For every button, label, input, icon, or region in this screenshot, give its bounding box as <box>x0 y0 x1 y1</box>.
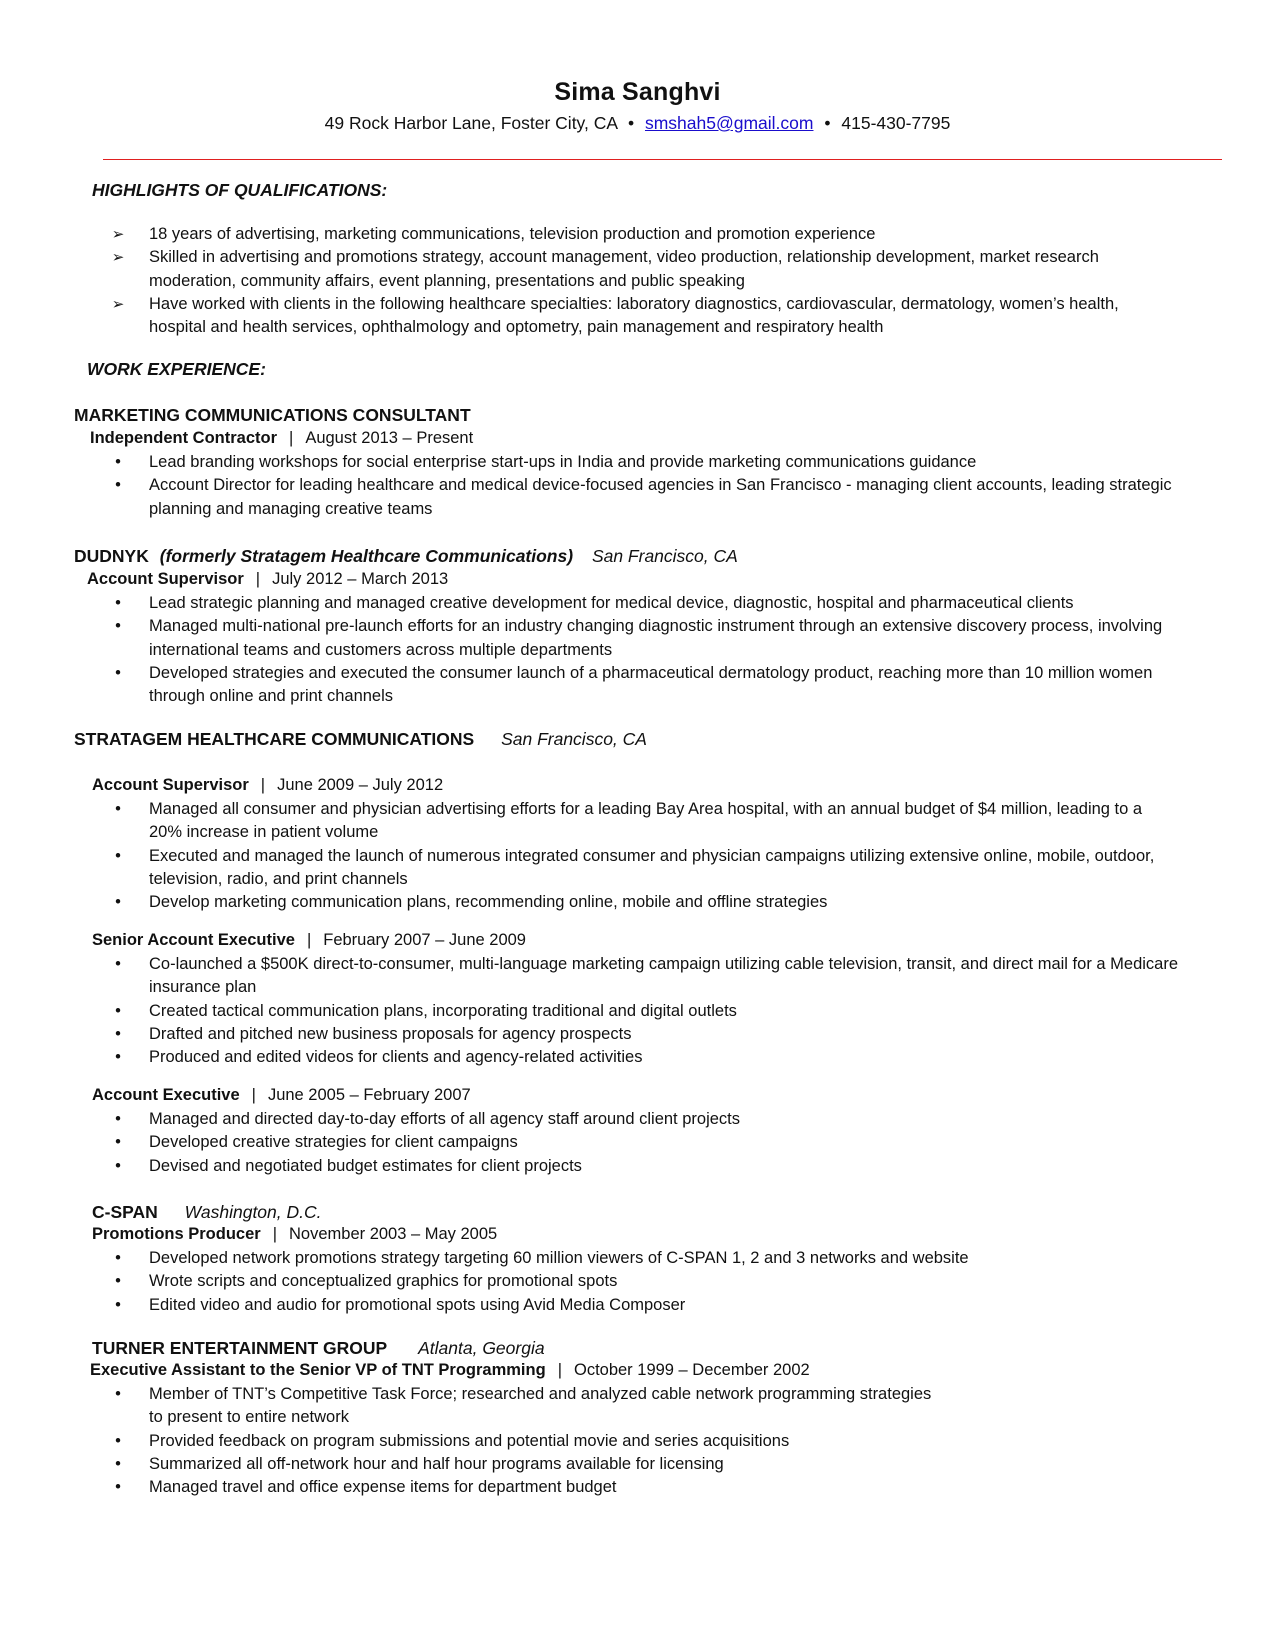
company-line <box>74 546 738 567</box>
separator-dot: • <box>824 113 831 133</box>
list-item: • Devised and negotiated budget estimates for client projects <box>0 1155 1179 1178</box>
bullet-icon: • <box>115 1478 121 1497</box>
company-name: C-SPAN <box>92 1202 158 1222</box>
bullet-icon: • <box>115 1431 121 1450</box>
role-line <box>92 1086 471 1105</box>
company-name: MARKETING COMMUNICATIONS CONSULTANT <box>74 405 471 425</box>
list-item: • Wrote scripts and conceptualized graphics for promotional spots <box>0 1270 1179 1293</box>
company-location: Washington, D.C. <box>184 1202 322 1222</box>
company-location: Atlanta, Georgia <box>418 1338 545 1358</box>
list-item: ➢ Have worked with clients in the following healthcare specialties: laboratory diagnostics, cardiovascular, dermatology, women’s health, hospital and health services, ophthalmology and optometry, pain management and respiratory health <box>111 294 1119 337</box>
list-item: • Developed network promotions strategy targeting 60 million viewers of C-SPAN 1, 2 and 3 networks and website <box>0 1247 1179 1270</box>
separator-dot: • <box>627 113 635 133</box>
list-item: • Edited video and audio for promotional spots using Avid Media Composer <box>0 1294 1179 1317</box>
bullet-icon: • <box>115 617 121 636</box>
bullet-icon: • <box>115 594 121 612</box>
bullet-icon: • <box>115 1272 121 1291</box>
role-items <box>0 953 1275 1069</box>
bullet-icon: • <box>115 453 121 471</box>
role-dates: July 2012 – March 2013 <box>272 570 449 588</box>
highlights-list <box>0 223 1275 339</box>
bullet-icon: • <box>115 1156 121 1175</box>
company-name: STRATAGEM HEALTHCARE COMMUNICATIONS <box>74 729 475 749</box>
bullet-icon: • <box>115 1295 121 1314</box>
list-item: ➢ Skilled in advertising and promotions strategy, account management, video production, relationship development, market research moderation, community affairs, event planning, presentations and public speaking <box>111 248 1099 290</box>
list-item: • Provided feedback on program submissions and potential movie and series acquisitions <box>0 1430 1179 1453</box>
role-line <box>87 570 448 589</box>
list-item: ➢ 18 years of advertising, marketing communications, television production and promotion experience <box>0 223 1179 246</box>
list-item: • Lead strategic planning and managed creative development for medical device, diagnostic, hospital and pharmaceutical clients <box>0 592 1179 615</box>
role-line <box>92 776 443 795</box>
bullet-icon: • <box>115 846 121 865</box>
list-item: • Produced and edited videos for clients and agency-related activities <box>0 1046 1179 1069</box>
company-line <box>74 729 647 750</box>
resume-name: Sima Sanghvi <box>554 78 721 106</box>
list-item: • Member of TNT’s Competitive Task Force; researched and analyzed cable network programming strategies to present to entire network <box>0 1383 949 1430</box>
arrow-bullet-icon: ➢ <box>111 249 125 267</box>
role-separator: | <box>251 1086 256 1104</box>
bullet-icon: • <box>115 800 121 818</box>
company-location: San Francisco, CA <box>591 546 738 566</box>
company-location: San Francisco, CA <box>501 729 647 749</box>
list-item: • Managed travel and office expense items for department budget <box>0 1476 1179 1499</box>
list-item: • Co-launched a $500K direct-to-consumer, multi-language marketing campaign utilizing cable television, transit, and direct mail for a Medicare insurance plan <box>0 953 1179 1000</box>
highlights-title: HIGHLIGHTS OF QUALIFICATIONS: <box>92 180 388 200</box>
role-items <box>0 1247 1275 1317</box>
bullet-icon: • <box>115 1249 121 1267</box>
role-title: Account Executive <box>92 1086 240 1104</box>
role-title: Independent Contractor <box>90 429 278 447</box>
email-link[interactable]: smshah5@gmail.com <box>644 113 814 133</box>
role-dates: November 2003 – May 2005 <box>289 1225 498 1243</box>
list-item: • Lead branding workshops for social enterprise start-ups in India and provide marketing communications guidance <box>0 451 1179 474</box>
role-title: Senior Account Executive <box>92 931 295 949</box>
company-line <box>74 405 471 426</box>
role-title: Promotions Producer <box>92 1225 261 1243</box>
phone: 415-430-7795 <box>841 113 951 133</box>
work-experience-title: WORK EXPERIENCE: <box>87 359 266 379</box>
company-name: TURNER ENTERTAINMENT GROUP <box>92 1338 388 1358</box>
list-item: • Developed strategies and executed the consumer launch of a pharmaceutical dermatology product, reaching more than 10 million women through online and print channels <box>0 662 1179 709</box>
bullet-icon: • <box>115 893 121 912</box>
role-line <box>92 1225 497 1244</box>
role-separator: | <box>557 1361 562 1379</box>
company-note: (formerly Stratagem Healthcare Communications) <box>159 546 574 566</box>
role-title: Account Supervisor <box>92 776 249 794</box>
address: 49 Rock Harbor Lane, Foster City, CA <box>324 113 618 133</box>
role-dates: October 1999 – December 2002 <box>573 1361 810 1379</box>
role-separator: | <box>255 570 261 588</box>
arrow-bullet-icon: ➢ <box>111 226 125 243</box>
role-separator: | <box>260 776 266 794</box>
bullet-icon: • <box>115 1385 121 1403</box>
role-title: Account Supervisor <box>87 570 244 588</box>
list-item: • Summarized all off-network hour and half hour programs available for licensing <box>0 1453 1179 1476</box>
role-dates: June 2005 – February 2007 <box>267 1086 471 1104</box>
role-line <box>90 429 473 448</box>
bullet-icon: • <box>115 476 121 495</box>
bullet-icon: • <box>115 1454 121 1473</box>
role-line <box>92 931 526 950</box>
list-item: • Develop marketing communication plans, recommending online, mobile and offline strategies <box>0 891 1179 914</box>
list-item: • Managed and directed day-to-day efforts of all agency staff around client projects <box>0 1108 1179 1131</box>
role-title: Executive Assistant to the Senior VP of TNT Programming <box>90 1361 546 1379</box>
role-separator: | <box>289 429 294 447</box>
list-item: • Developed creative strategies for client campaigns <box>0 1131 1179 1154</box>
list-item: • Created tactical communication plans, incorporating traditional and digital outlets <box>0 1000 1179 1023</box>
role-items <box>0 1383 1275 1499</box>
bullet-icon: • <box>115 1110 121 1128</box>
list-item: • Managed all consumer and physician advertising efforts for a leading Bay Area hospital, with an annual budget of $4 million, leading to a 20% increase in patient volume <box>0 798 1179 845</box>
role-items <box>0 592 1275 708</box>
bullet-icon: • <box>115 955 121 973</box>
role-line <box>90 1361 810 1380</box>
header-divider <box>103 159 1222 160</box>
company-line <box>92 1202 322 1223</box>
company-line <box>92 1338 545 1359</box>
role-separator: | <box>272 1225 277 1243</box>
list-item: • Account Director for leading healthcare and medical device-focused agencies in San Francisco - managing client accounts, leading strategic planning and managing creative teams <box>0 474 1179 521</box>
role-items <box>0 1108 1275 1178</box>
bullet-icon: • <box>115 663 121 682</box>
list-item: • Executed and managed the launch of numerous integrated consumer and physician campaigns utilizing extensive online, mobile, outdoor, television, radio, and print channels <box>0 845 1179 892</box>
role-items <box>0 798 1275 914</box>
bullet-icon: • <box>115 1048 121 1067</box>
list-item: • Drafted and pitched new business proposals for agency prospects <box>0 1023 1179 1046</box>
contact-line <box>0 113 1275 134</box>
bullet-icon: • <box>115 1133 121 1152</box>
bullet-icon: • <box>115 1001 121 1020</box>
arrow-bullet-icon: ➢ <box>111 295 125 313</box>
company-name: DUDNYK <box>74 546 149 566</box>
list-item: • Managed multi-national pre-launch efforts for an industry changing diagnostic instrument through an extensive discovery process, involving international teams and customers across multiple departments <box>0 615 1179 662</box>
role-dates: June 2009 – July 2012 <box>277 776 444 794</box>
role-dates: February 2007 – June 2009 <box>323 931 526 949</box>
role-separator: | <box>306 931 312 949</box>
role-dates: August 2013 – Present <box>305 429 474 447</box>
role-items <box>0 451 1275 521</box>
bullet-icon: • <box>115 1024 121 1043</box>
